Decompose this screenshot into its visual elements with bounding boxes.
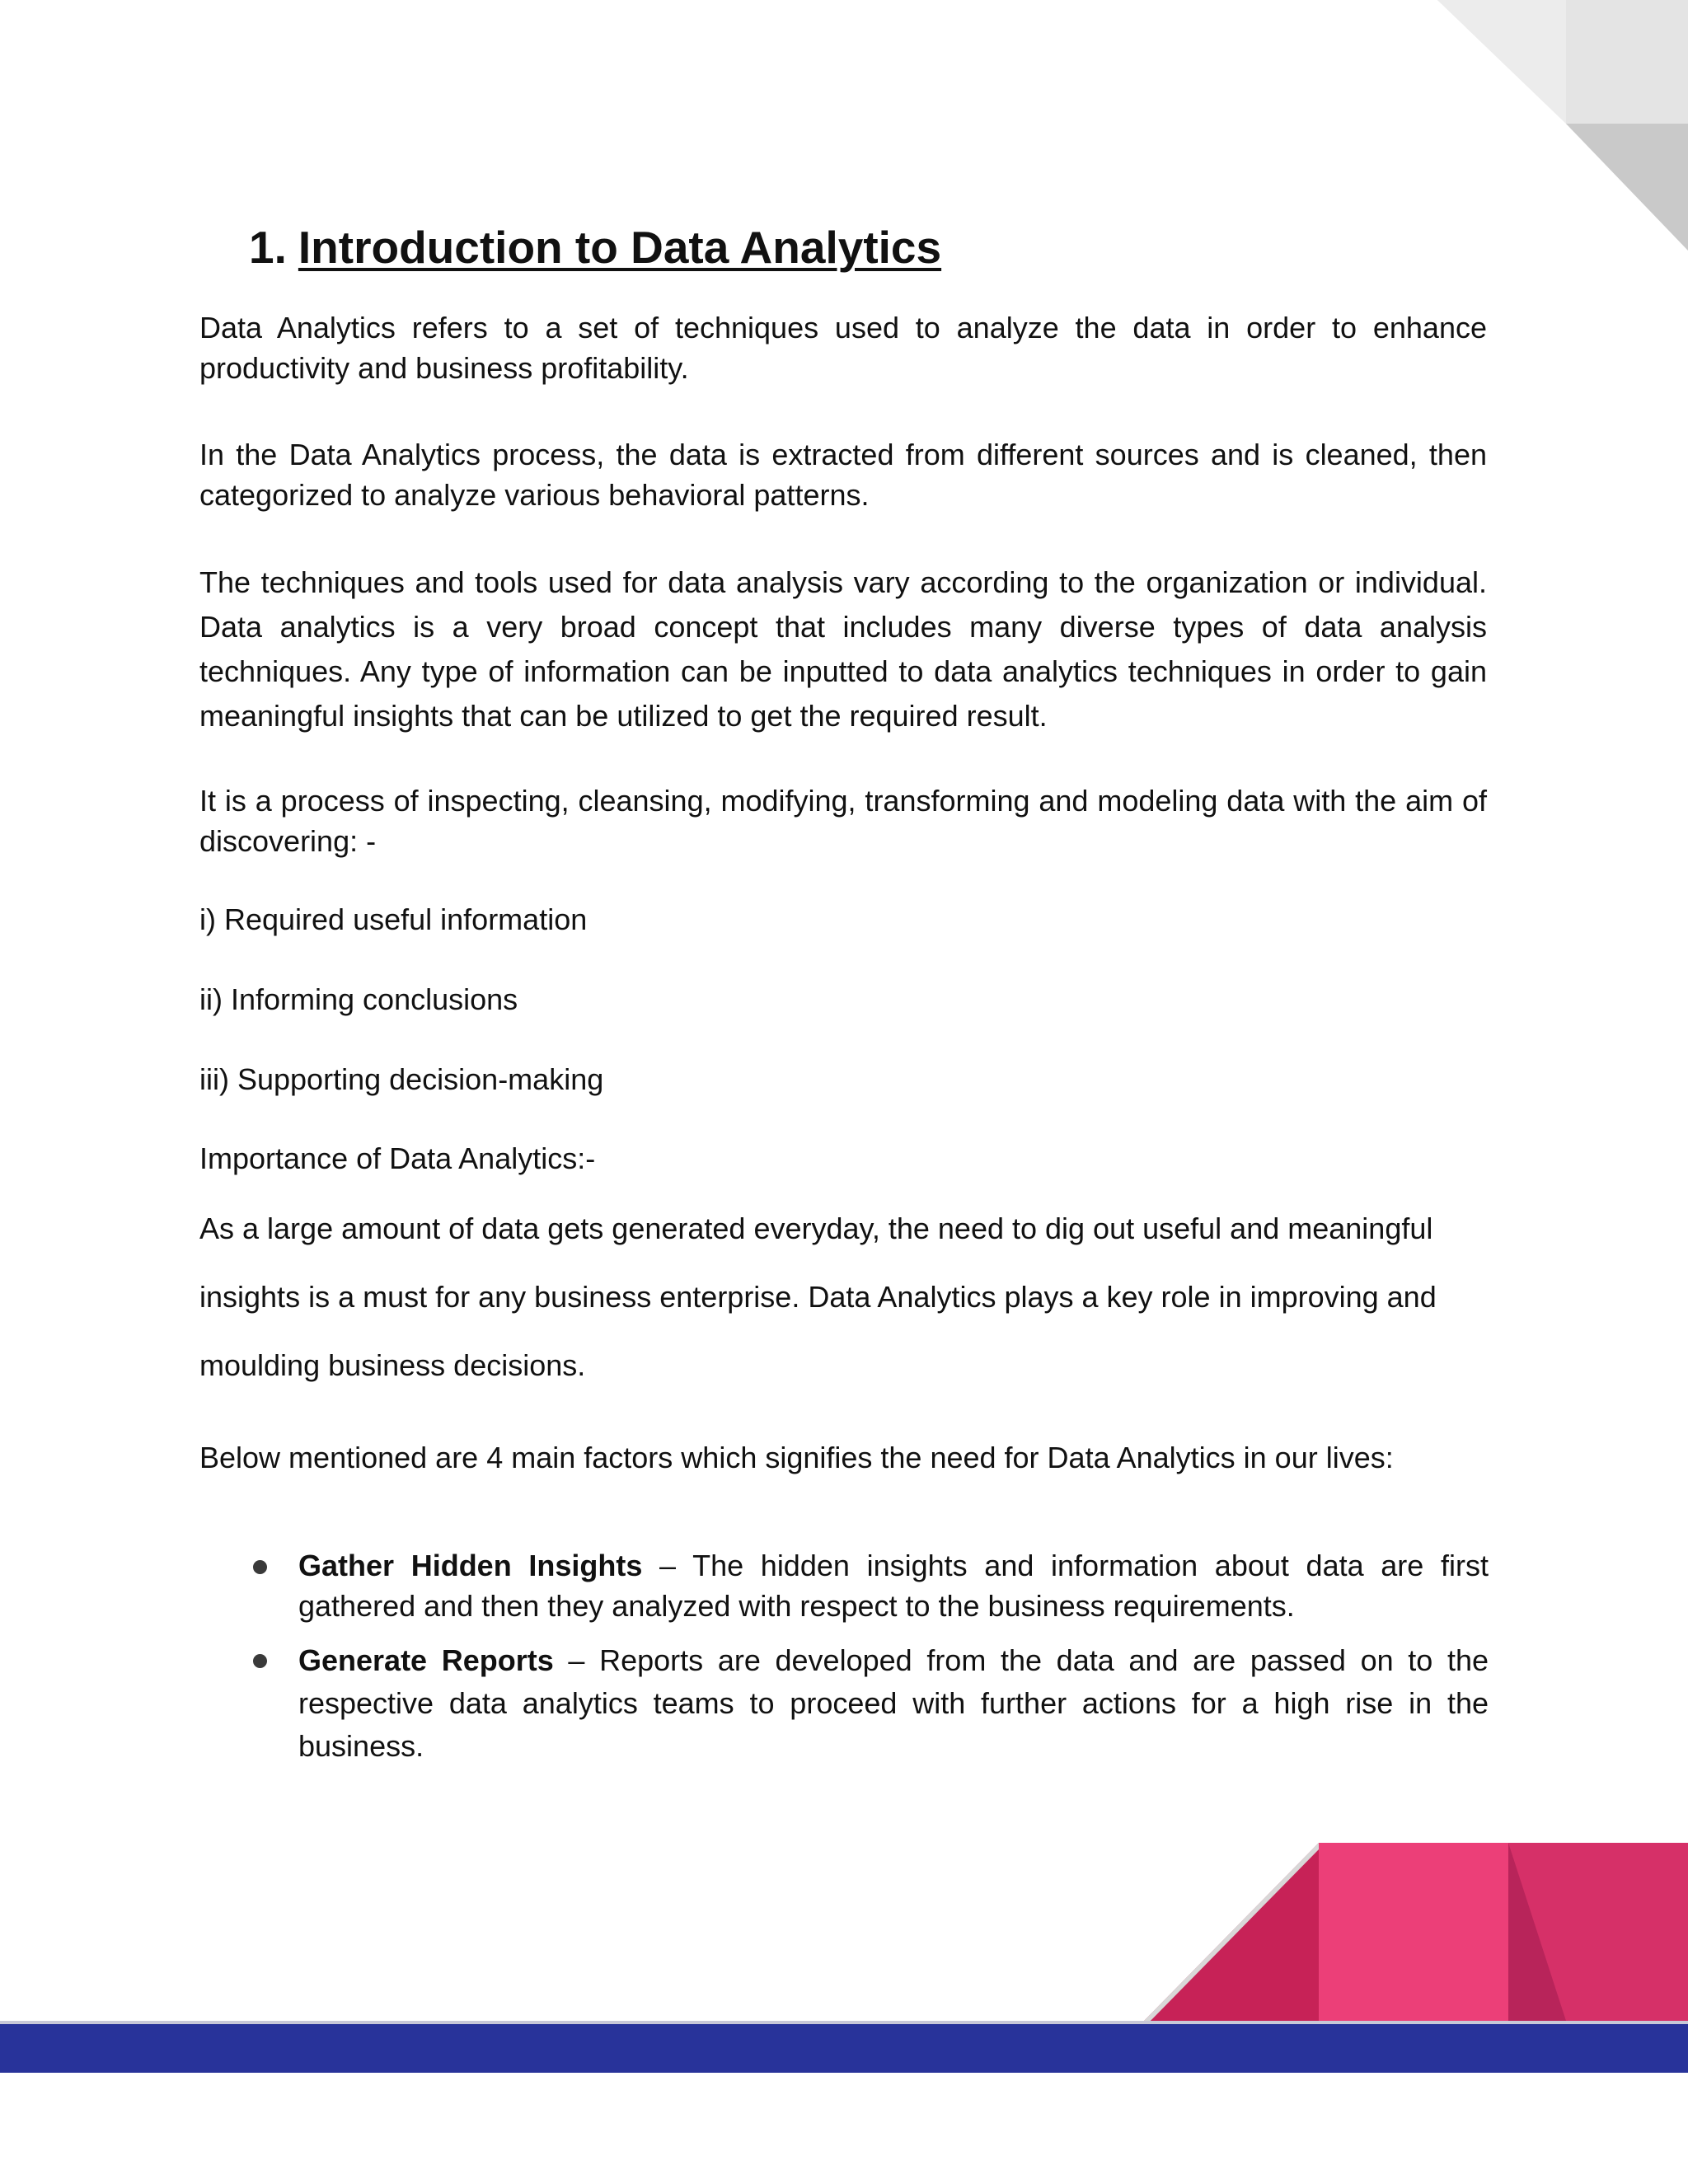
- bullet-description: – Reports are developed from the data and are passed on to the respective data analytics teams to proceed with further actions for a high rise in the business.: [298, 1643, 1489, 1763]
- bullet-description: – The hidden insights and information about data are first gathered and then they analyzed with respect to the business requirements.: [298, 1549, 1489, 1623]
- bullet-term: Gather Hidden Insights: [298, 1549, 643, 1582]
- importance-paragraph: As a large amount of data gets generated everyday, the need to dig out useful and meaningful insights is a must for any business enterprise. Data Analytics plays a key role in improving and moulding business decisions.: [199, 1212, 1437, 1382]
- footer-band-top-line: [0, 2021, 1688, 2024]
- heading-number: 1.: [249, 222, 287, 273]
- corner-fold-dark: [1566, 124, 1688, 251]
- intro-paragraph: Data Analytics refers to a set of techniques used to analyze the data in order to enhance productivity and business profitability.: [199, 311, 1487, 385]
- importance-title: Importance of Data Analytics:-: [199, 1141, 596, 1175]
- heading-title: Introduction to Data Analytics: [298, 222, 942, 273]
- techniques-paragraph: The techniques and tools used for data analysis vary according to the organization or individual. Data analytics is a very broad concept that includes many diverse types of data analysis techniques. Any type of information can be inputted to data analytics techniques in order to gain meaningful insights that can be utilized to get the required result.: [199, 565, 1487, 733]
- page-heading: [249, 216, 941, 279]
- bullet-icon: [253, 1654, 267, 1668]
- bullet-item-generate-reports: [298, 1639, 1489, 1768]
- list-item: iii) Supporting decision-making: [199, 1062, 604, 1096]
- footer-blue-band: [0, 2023, 1688, 2073]
- definition-paragraph: It is a process of inspecting, cleansing, modifying, transforming and modeling data with the aim of discovering: -: [199, 784, 1487, 858]
- corner-fold-light-edge: [1437, 0, 1566, 124]
- list-item: i) Required useful information: [199, 902, 588, 936]
- factors-intro: Below mentioned are 4 main factors which signifies the need for Data Analytics in our lives:: [199, 1441, 1394, 1474]
- process-paragraph: In the Data Analytics process, the data is extracted from different sources and is cleaned, then categorized to analyze various behavioral patterns.: [199, 438, 1487, 512]
- list-item: ii) Informing conclusions: [199, 982, 518, 1016]
- bullet-item-gather-hidden-insights: [298, 1545, 1489, 1626]
- bullet-term: Generate Reports: [298, 1643, 554, 1677]
- bullet-icon: [253, 1560, 267, 1574]
